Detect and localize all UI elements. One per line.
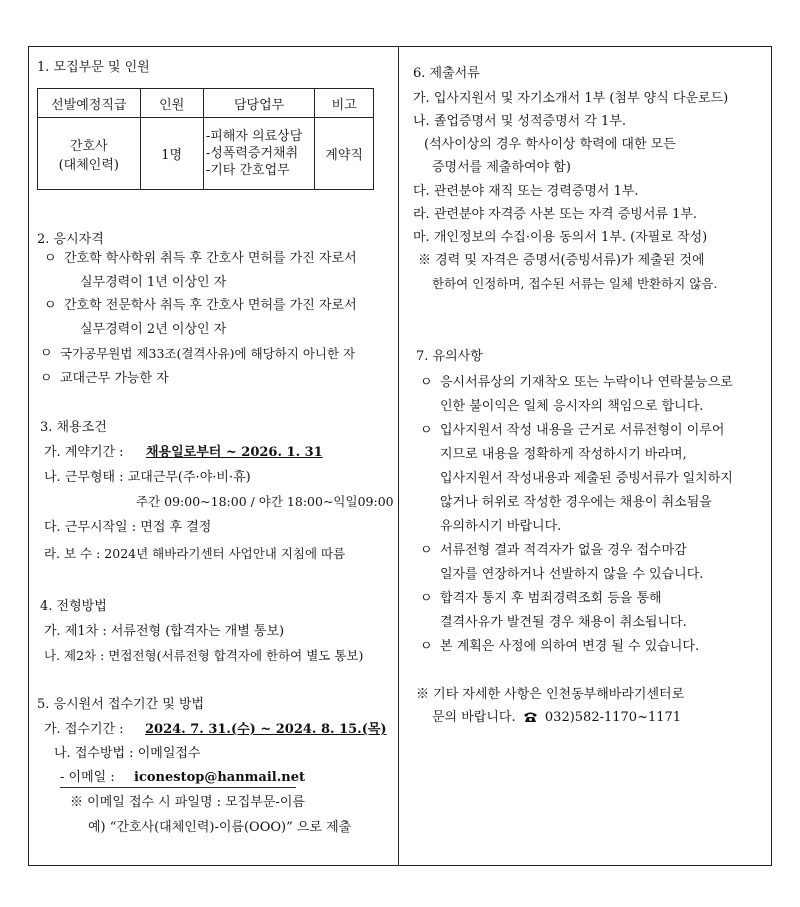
caution-line: 응시서류상의 기재착오 또는 누락이나 연락불능으로 [440, 375, 733, 390]
email-underline [60, 787, 296, 788]
position-line2: (대체인력) [58, 157, 119, 173]
bullet-icon: ㅇ [420, 591, 433, 606]
document-item: 라. 관련분야 자격증 사본 또는 자격 증빙서류 1부. [413, 207, 698, 222]
table-header-row [38, 89, 374, 118]
recruit-table [37, 88, 374, 190]
work-hours: 주간 09:00~18:00 / 야간 18:00~익일09:00 [136, 494, 394, 509]
caution-line: 유의하시기 바랍니다. [440, 519, 562, 534]
header-count: 인원 [140, 89, 203, 118]
contract-period-value: 채용일로부터 ~ 2026. 1. 31 [146, 445, 323, 460]
bullet-icon: ㅇ [44, 251, 57, 266]
qualification-item-3: 국가공무원법 제33조(결격사유)에 해당하지 아니한 자 [60, 346, 356, 361]
caution-line: 입사지원서 작성 내용을 근거로 서류전형이 이루어 [440, 423, 725, 438]
cell-position [38, 118, 141, 190]
caution-line: 본 계획은 사정에 의하여 변경 될 수 있습니다. [440, 639, 700, 654]
document-item: 가. 입사지원서 및 자기소개서 1부 (첨부 양식 다운로드) [413, 91, 729, 106]
caution-line: 인한 불이익은 일체 응시자의 책임으로 합니다. [440, 399, 704, 414]
bullet-icon: ㅇ [420, 375, 433, 390]
bullet-icon: ㅇ [420, 423, 433, 438]
duty-item: -성폭력증거채취 [205, 146, 299, 161]
application-method: 나. 접수방법 : 이메일접수 [54, 746, 201, 761]
contact-phone: 032)582-1170~1171 [544, 710, 682, 725]
section7-title: 7. 유의사항 [416, 349, 483, 364]
cell-duties [203, 118, 314, 190]
work-type: 나. 근무형태 : 교대근무(주·야·비·휴) [44, 470, 251, 485]
section5-title: 5. 응시원서 접수기간 및 방법 [37, 697, 205, 712]
cell-count: 1명 [140, 118, 203, 190]
contract-period-label: 가. 계약기간 : [44, 445, 124, 460]
telephone-icon [523, 711, 538, 728]
qualification-item-1-line2: 실무경력이 1년 이상인 자 [80, 275, 227, 290]
screening-step1: 가. 제1차 : 서류전형 (합격자는 개별 통보) [44, 624, 285, 639]
pay: 라. 보 수 : 2024년 해바라기센터 사업안내 지침에 따름 [44, 546, 346, 561]
bullet-icon: ㅇ [44, 298, 57, 313]
caution-line: 일자를 연장하거나 선발하지 않을 수 있습니다. [440, 567, 704, 582]
contact-prefix: 문의 바랍니다. [432, 710, 516, 725]
qualification-item-2-line2: 실무경력이 2년 이상인 자 [80, 322, 227, 337]
table-row [38, 118, 374, 190]
section6-title: 6. 제출서류 [413, 66, 480, 81]
document-item: 증명서를 제출하여야 함) [432, 160, 571, 175]
email-address[interactable]: iconestop@hanmail.net [134, 770, 305, 785]
application-period-label: 가. 접수기간 : [44, 722, 124, 737]
duty-item: -기타 간호업무 [205, 163, 290, 178]
document-note-line2: 한하여 인정하며, 접수된 서류는 일체 반환하지 않음. [432, 276, 718, 291]
bullet-icon: ㅇ [40, 346, 53, 361]
section1-title: 1. 모집부문 및 인원 [37, 60, 150, 75]
header-note: 비고 [315, 89, 374, 118]
cell-note: 계약직 [315, 118, 374, 190]
document-note-line1: ※ 경력 및 자격은 증명서(증빙서류)가 제출된 것에 [418, 253, 705, 268]
work-start: 다. 근무시작일 : 면접 후 결정 [44, 520, 212, 535]
application-period-value: 2024. 7. 31.(수) ~ 2024. 8. 15.(목) [145, 722, 387, 737]
column-divider [398, 46, 399, 866]
document-item: 마. 개인정보의 수집·이용 동의서 1부. (자필로 작성) [413, 230, 708, 245]
caution-line: 서류전형 결과 적격자가 없을 경우 접수마감 [440, 543, 687, 558]
section4-title: 4. 전형방법 [40, 599, 107, 614]
email-label: - 이메일 : [60, 770, 115, 785]
duty-item: -피해자 의료상담 [205, 129, 303, 144]
contact-line2 [432, 710, 681, 728]
screening-step2: 나. 제2차 : 면접전형(서류전형 합격자에 한하여 별도 통보) [44, 648, 364, 663]
bullet-icon: ㅇ [420, 639, 433, 654]
document-item: 다. 관련분야 재직 또는 경력증명서 1부. [413, 184, 639, 199]
caution-line: 입사지원서 작성내용과 제출된 증빙서류가 일치하지 [440, 471, 733, 486]
caution-line: 않거나 허위로 작성한 경우에는 채용이 취소됨을 [440, 495, 712, 510]
document-item: 나. 졸업증명서 및 성적증명서 각 1부. [413, 114, 627, 129]
bullet-icon: ㅇ [40, 371, 53, 386]
caution-line: 합격자 통지 후 범죄경력조회 등을 통해 [440, 591, 662, 606]
section2-title: 2. 응시자격 [37, 232, 104, 247]
bullet-icon: ㅇ [420, 543, 433, 558]
contact-line1: ※ 기타 자세한 사항은 인천동부해바라기센터로 [416, 687, 685, 702]
qualification-item-4: 교대근무 가능한 자 [60, 371, 169, 386]
header-position: 선발예정직급 [38, 89, 141, 118]
filename-note: ※ 이메일 접수 시 파일명 : 모집부문-이름 [70, 795, 305, 810]
section3-title: 3. 채용조건 [40, 420, 107, 435]
caution-line: 지므로 내용을 정확하게 작성하시기 바라며, [440, 447, 687, 462]
qualification-item-2-line1: 간호학 전문학사 취득 후 간호사 면허를 가진 자로서 [64, 298, 357, 313]
document-item: (석사이상의 경우 학사이상 학력에 대한 모든 [424, 137, 676, 152]
header-duties: 담당업무 [203, 89, 314, 118]
caution-line: 결격사유가 발견될 경우 채용이 취소됩니다. [440, 615, 687, 630]
qualification-item-1-line1: 간호학 학사학위 취득 후 간호사 면허를 가진 자로서 [64, 251, 357, 266]
filename-example: 예) “간호사(대체인력)-이름(OOO)” 으로 제출 [88, 820, 352, 835]
position-line1: 간호사 [69, 138, 108, 154]
